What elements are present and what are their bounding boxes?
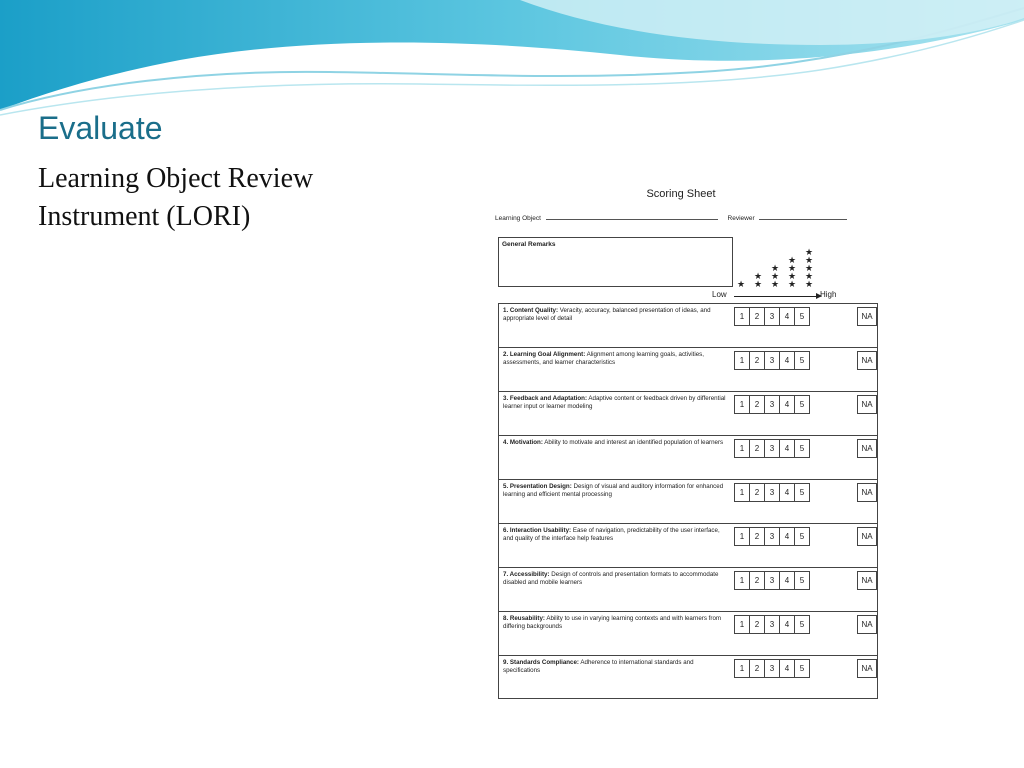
criterion-name: 5. Presentation Design: bbox=[503, 483, 572, 490]
score-box-4: 4 bbox=[779, 307, 795, 326]
criterion-name: 9. Standards Compliance: bbox=[503, 659, 579, 666]
score-box-3: 3 bbox=[764, 439, 780, 458]
star-icon: ★ bbox=[804, 247, 814, 257]
criterion-row bbox=[499, 304, 877, 348]
score-box-4: 4 bbox=[779, 527, 795, 546]
criterion-text bbox=[503, 483, 731, 499]
criterion-description: Design of controls and presentation formats to accommodate disabled and mobile learners bbox=[503, 571, 719, 586]
score-options bbox=[734, 439, 810, 458]
criterion-text bbox=[503, 439, 731, 447]
star-icon: ★ bbox=[787, 255, 797, 265]
score-box-2: 2 bbox=[749, 395, 765, 414]
score-box-5: 5 bbox=[794, 307, 810, 326]
criterion-description: Design of visual and auditory information for enhanced learning and efficient mental processing bbox=[503, 483, 724, 498]
criterion-text bbox=[503, 659, 731, 675]
score-box-2: 2 bbox=[749, 571, 765, 590]
criterion-description: Adherence to international standards and specifications bbox=[503, 659, 694, 674]
criterion-row bbox=[499, 656, 877, 700]
score-box-2: 2 bbox=[749, 483, 765, 502]
star-icon: ★ bbox=[753, 279, 763, 289]
score-box-1: 1 bbox=[734, 527, 750, 546]
criterion-name: 7. Accessibility: bbox=[503, 571, 550, 578]
criterion-name: 6. Interaction Usability: bbox=[503, 527, 572, 534]
score-box-4: 4 bbox=[779, 395, 795, 414]
star-icon: ★ bbox=[770, 271, 780, 281]
score-box-5: 5 bbox=[794, 615, 810, 634]
criterion-name: 4. Motivation: bbox=[503, 439, 543, 446]
score-box-5: 5 bbox=[794, 351, 810, 370]
star-icon: ★ bbox=[804, 263, 814, 273]
criterion-text bbox=[503, 395, 731, 411]
reviewer-line bbox=[759, 213, 847, 220]
scoring-sheet-title: Scoring Sheet bbox=[646, 188, 716, 200]
score-box-3: 3 bbox=[764, 659, 780, 678]
star-column-3 bbox=[770, 264, 780, 288]
score-box-1: 1 bbox=[734, 395, 750, 414]
criterion-text bbox=[503, 351, 731, 367]
learning-object-label: Learning Object bbox=[495, 215, 541, 222]
na-box: NA bbox=[857, 307, 877, 326]
star-icon: ★ bbox=[753, 271, 763, 281]
score-options bbox=[734, 307, 810, 326]
score-box-4: 4 bbox=[779, 483, 795, 502]
scale-low-label: Low bbox=[712, 290, 727, 299]
criterion-description: Adaptive content or feedback driven by differential learner input or learner modeling bbox=[503, 395, 726, 410]
star-scale bbox=[734, 244, 814, 288]
criterion-name: 3. Feedback and Adaptation: bbox=[503, 395, 588, 402]
criterion-name: 8. Reusability: bbox=[503, 615, 545, 622]
score-box-3: 3 bbox=[764, 351, 780, 370]
score-box-4: 4 bbox=[779, 659, 795, 678]
learning-object-line bbox=[546, 213, 718, 220]
score-box-5: 5 bbox=[794, 527, 810, 546]
criterion-description: Ability to use in varying learning contexts and with learners from differing backgrounds bbox=[503, 615, 722, 630]
score-box-1: 1 bbox=[734, 615, 750, 634]
score-options bbox=[734, 615, 810, 634]
criterion-row bbox=[499, 524, 877, 568]
score-box-1: 1 bbox=[734, 571, 750, 590]
score-box-3: 3 bbox=[764, 483, 780, 502]
criterion-text bbox=[503, 571, 731, 587]
subtitle-line-1: Learning Object Review bbox=[38, 163, 314, 194]
scale-arrow-icon bbox=[734, 296, 818, 297]
criterion-row bbox=[499, 436, 877, 480]
na-box: NA bbox=[857, 571, 877, 590]
criterion-row bbox=[499, 348, 877, 392]
score-box-3: 3 bbox=[764, 395, 780, 414]
na-box: NA bbox=[857, 527, 877, 546]
criterion-row bbox=[499, 568, 877, 612]
general-remarks-label: General Remarks bbox=[502, 241, 556, 248]
na-box: NA bbox=[857, 659, 877, 678]
star-icon: ★ bbox=[787, 279, 797, 289]
criterion-description: Ability to motivate and interest an identified population of learners bbox=[544, 439, 724, 446]
score-box-3: 3 bbox=[764, 571, 780, 590]
score-box-4: 4 bbox=[779, 615, 795, 634]
subtitle-line-2: Instrument (LORI) bbox=[38, 201, 251, 232]
star-icon: ★ bbox=[736, 279, 746, 289]
criterion-description: Alignment among learning goals, activities, assessments, and learner characteristics bbox=[503, 351, 704, 366]
score-box-1: 1 bbox=[734, 439, 750, 458]
score-box-3: 3 bbox=[764, 615, 780, 634]
star-column-4 bbox=[787, 256, 797, 288]
score-box-1: 1 bbox=[734, 351, 750, 370]
criterion-row bbox=[499, 612, 877, 656]
score-box-1: 1 bbox=[734, 307, 750, 326]
na-box: NA bbox=[857, 439, 877, 458]
star-column-2 bbox=[753, 272, 763, 288]
criterion-description: Veracity, accuracy, balanced presentation of ideas, and appropriate level of detail bbox=[503, 307, 711, 322]
na-box: NA bbox=[857, 395, 877, 414]
score-box-4: 4 bbox=[779, 571, 795, 590]
score-box-2: 2 bbox=[749, 615, 765, 634]
score-box-5: 5 bbox=[794, 659, 810, 678]
score-options bbox=[734, 483, 810, 502]
score-options bbox=[734, 351, 810, 370]
score-box-4: 4 bbox=[779, 439, 795, 458]
na-box: NA bbox=[857, 483, 877, 502]
criterion-name: 1. Content Quality: bbox=[503, 307, 559, 314]
star-icon: ★ bbox=[770, 263, 780, 273]
star-column-1 bbox=[736, 280, 746, 288]
score-box-1: 1 bbox=[734, 659, 750, 678]
score-box-2: 2 bbox=[749, 527, 765, 546]
score-options bbox=[734, 527, 810, 546]
score-box-4: 4 bbox=[779, 351, 795, 370]
score-box-5: 5 bbox=[794, 439, 810, 458]
na-box: NA bbox=[857, 351, 877, 370]
score-box-2: 2 bbox=[749, 307, 765, 326]
criterion-text bbox=[503, 615, 731, 631]
criterion-name: 2. Learning Goal Alignment: bbox=[503, 351, 586, 358]
criterion-text bbox=[503, 527, 731, 543]
header-fields bbox=[495, 213, 847, 222]
score-options bbox=[734, 659, 810, 678]
score-options bbox=[734, 571, 810, 590]
slide-title: Evaluate bbox=[38, 110, 163, 146]
star-icon: ★ bbox=[804, 255, 814, 265]
star-icon: ★ bbox=[804, 271, 814, 281]
star-icon: ★ bbox=[770, 279, 780, 289]
score-options bbox=[734, 395, 810, 414]
score-box-3: 3 bbox=[764, 527, 780, 546]
criterion-row bbox=[499, 392, 877, 436]
reviewer-label: Reviewer bbox=[727, 215, 755, 222]
criterion-row bbox=[499, 480, 877, 524]
scale-high-label: High bbox=[820, 290, 837, 299]
score-box-5: 5 bbox=[794, 483, 810, 502]
scoring-sheet-image bbox=[494, 186, 884, 706]
score-box-5: 5 bbox=[794, 395, 810, 414]
score-box-3: 3 bbox=[764, 307, 780, 326]
slide-subtitle bbox=[38, 160, 438, 236]
star-icon: ★ bbox=[787, 263, 797, 273]
score-box-5: 5 bbox=[794, 571, 810, 590]
criteria-table bbox=[498, 303, 878, 699]
star-column-5 bbox=[804, 248, 814, 288]
criterion-text bbox=[503, 307, 731, 323]
score-box-2: 2 bbox=[749, 439, 765, 458]
general-remarks-box bbox=[498, 237, 733, 287]
score-box-2: 2 bbox=[749, 659, 765, 678]
star-icon: ★ bbox=[804, 279, 814, 289]
score-box-2: 2 bbox=[749, 351, 765, 370]
na-box: NA bbox=[857, 615, 877, 634]
score-box-1: 1 bbox=[734, 483, 750, 502]
criterion-description: Ease of navigation, predictability of the user interface, and quality of the interface help features bbox=[503, 527, 720, 542]
star-icon: ★ bbox=[787, 271, 797, 281]
